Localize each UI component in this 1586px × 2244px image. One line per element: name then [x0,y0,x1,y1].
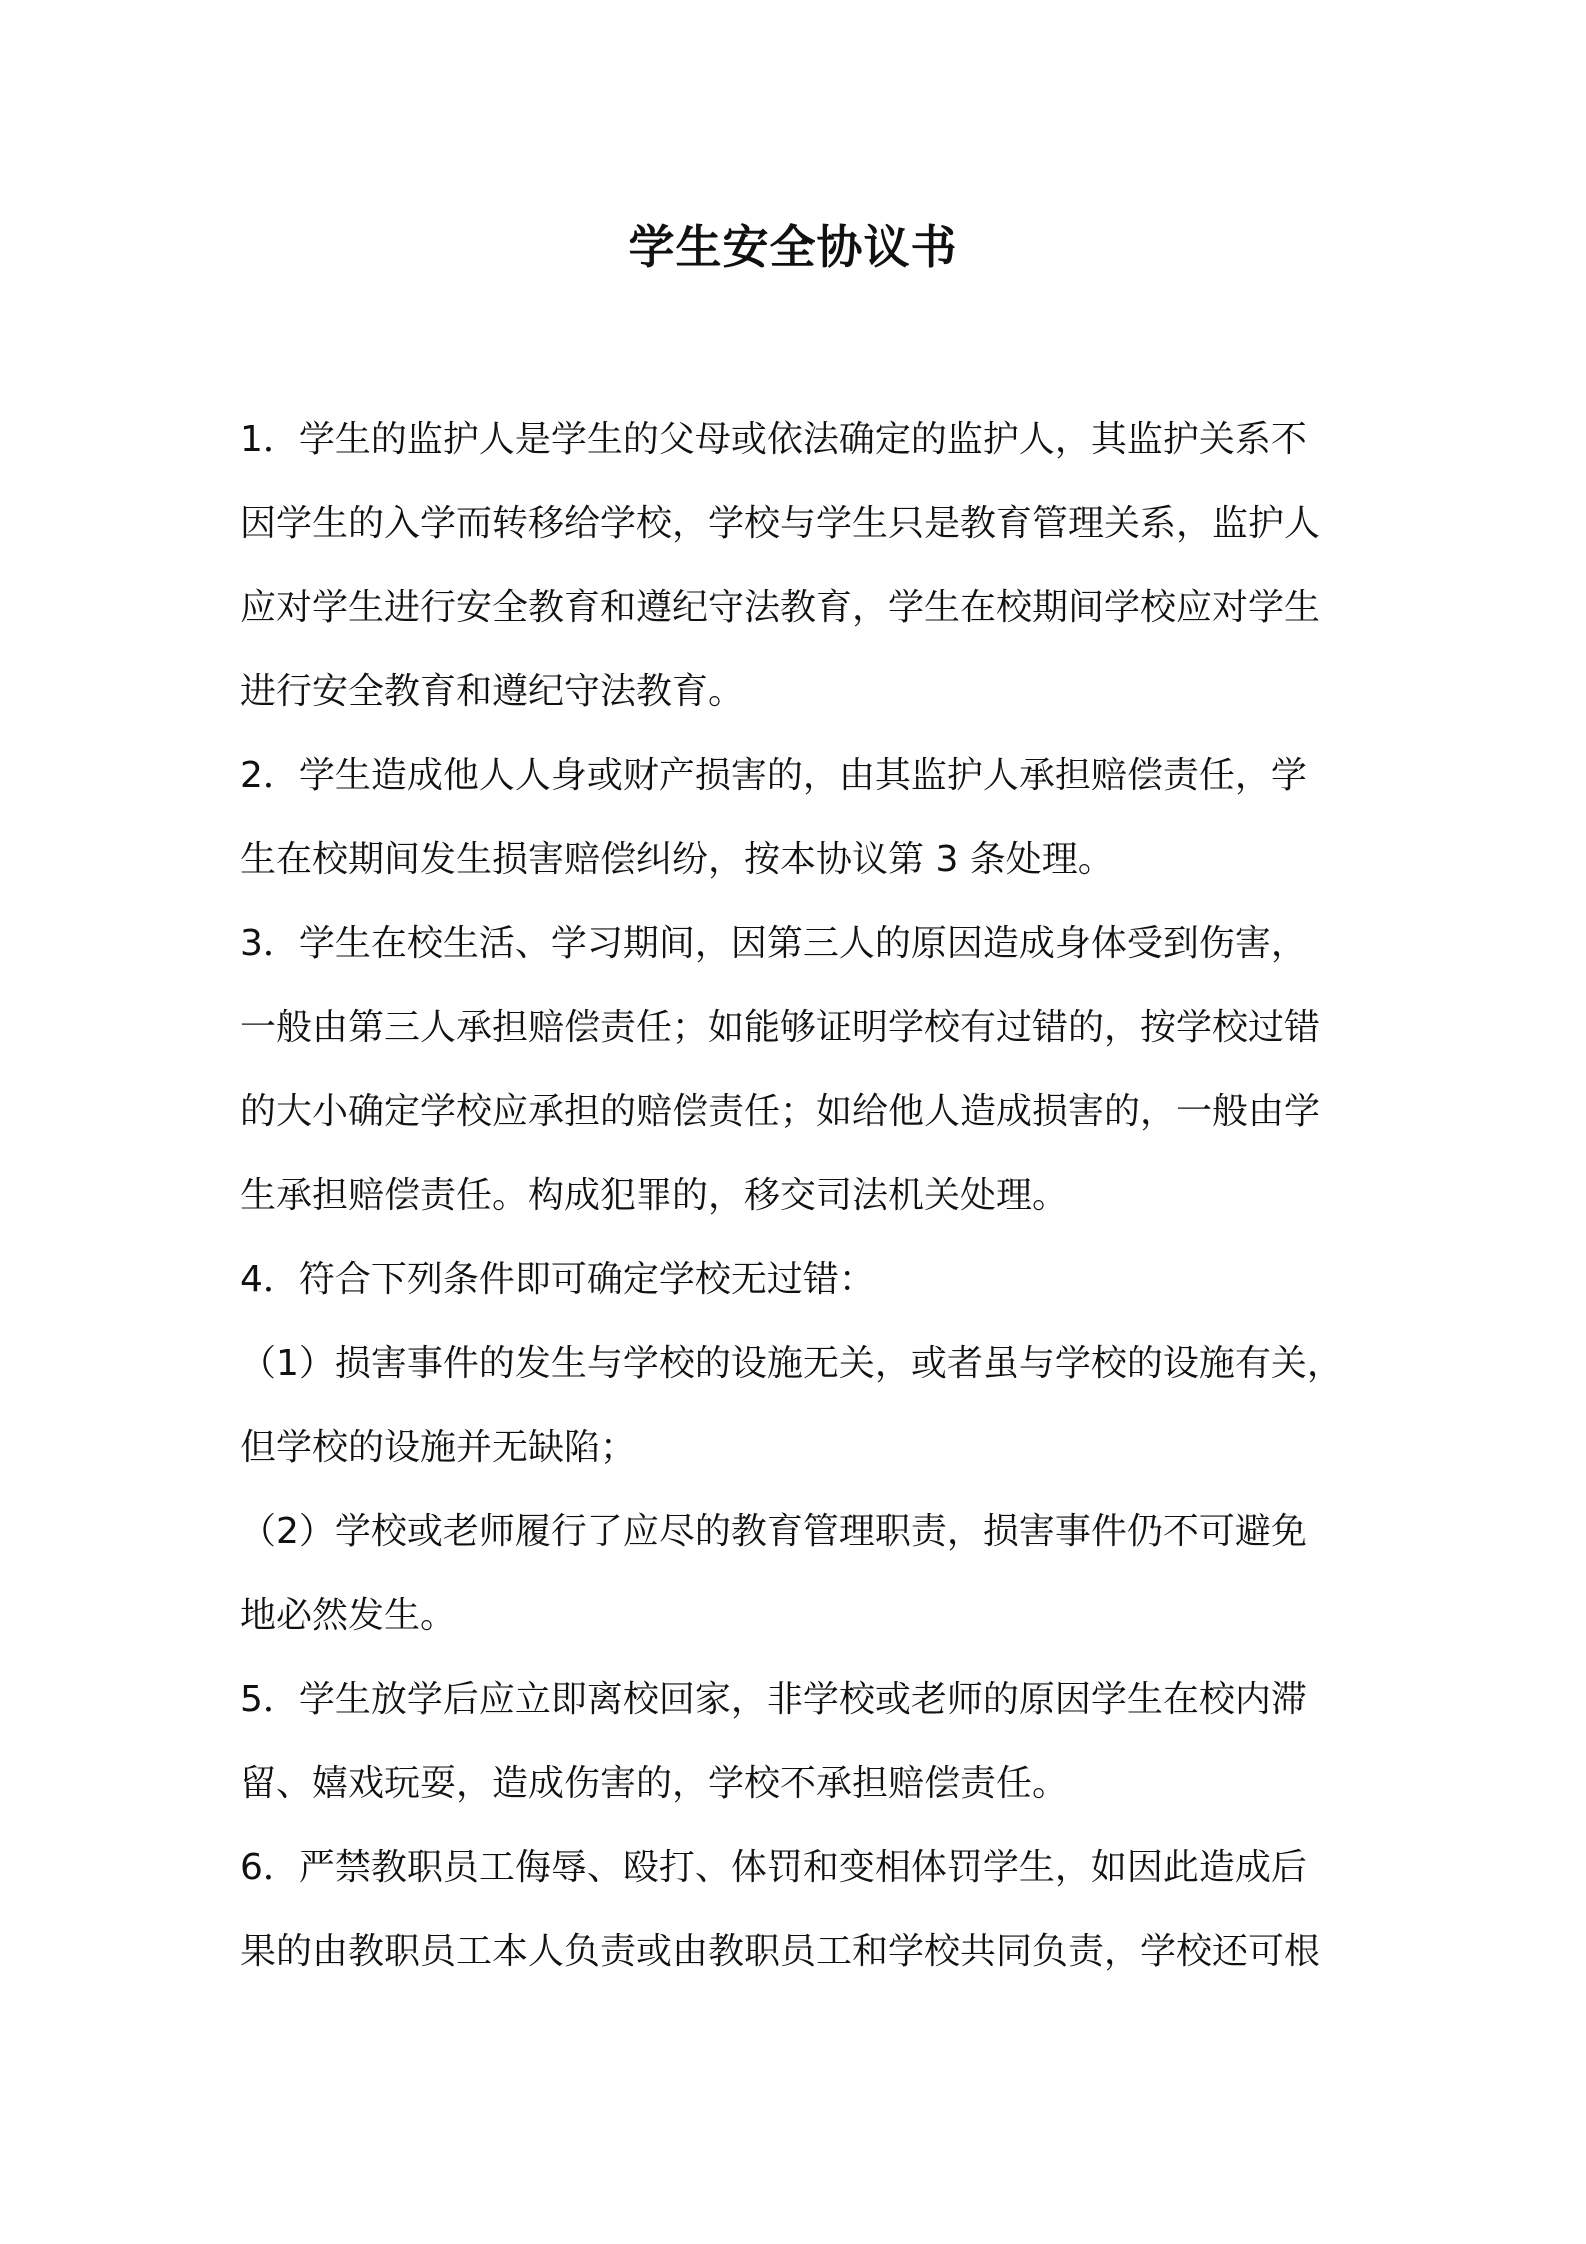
body-line: 的大小确定学校应承担的赔偿责任；如给他人造成损害的，一般由学 [240,1091,1321,1132]
body-line: 果的由教职员工本人负责或由教职员工和学校共同负责，学校还可根 [240,1931,1321,1972]
body-line: 因学生的入学而转移给学校，学校与学生只是教育管理关系，监护人 [240,503,1321,544]
document-title: 学生安全协议书 [628,220,958,274]
document-body [240,398,1360,1994]
body-line: 应对学生进行安全教育和遵纪守法教育，学生在校期间学校应对学生 [240,587,1321,628]
body-line: 生承担赔偿责任。构成犯罪的，移交司法机关处理。 [240,1175,1069,1216]
body-line: 1．学生的监护人是学生的父母或依法确定的监护人，其监护关系不 [240,419,1307,460]
body-line: （2）学校或老师履行了应尽的教育管理职责，损害事件仍不可避免 [240,1511,1307,1552]
body-line: 4．符合下列条件即可确定学校无过错： [240,1259,875,1300]
body-line: 进行安全教育和遵纪守法教育。 [240,671,745,712]
body-line: （1）损害事件的发生与学校的设施无关，或者虽与学校的设施有关， [240,1343,1343,1384]
body-line: 一般由第三人承担赔偿责任；如能够证明学校有过错的，按学校过错 [240,1007,1321,1048]
body-line: 5．学生放学后应立即离校回家，非学校或老师的原因学生在校内滞 [240,1679,1307,1720]
body-line: 生在校期间发生损害赔偿纠纷，按本协议第 3 条处理。 [240,839,1114,880]
body-line: 6．严禁教职员工侮辱、殴打、体罚和变相体罚学生，如因此造成后 [240,1847,1307,1888]
body-line: 地必然发生。 [240,1595,457,1636]
body-line: 但学校的设施并无缺陷； [240,1427,637,1468]
body-line: 3．学生在校生活、学习期间，因第三人的原因造成身体受到伤害， [240,923,1307,964]
body-line: 留、嬉戏玩耍，造成伤害的，学校不承担赔偿责任。 [240,1763,1069,1804]
body-line: 2．学生造成他人人身或财产损害的，由其监护人承担赔偿责任，学 [240,755,1307,796]
